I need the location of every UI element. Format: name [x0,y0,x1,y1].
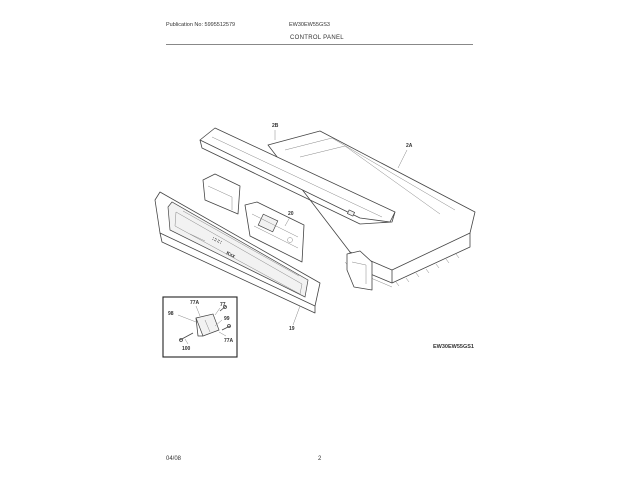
callout-77a-top: 77A [190,300,200,306]
callout-100: 100 [182,346,191,352]
callout-77a-bottom: 77A [224,338,234,344]
callout-20: 20 [288,211,294,217]
svg-text:Kxx: Kxx [225,250,237,260]
callout-2b: 2B [272,123,279,129]
page-number: 2 [318,456,322,462]
hardware-detail-inset [163,297,237,357]
callout-77: 77 [220,302,226,308]
callout-99: 99 [224,316,230,322]
callout-19: 19 [289,326,295,332]
publication-number: Publication No: 5995512579 [166,22,236,28]
callout-98: 98 [168,311,174,317]
section-title: CONTROL PANEL [290,35,344,41]
model-number: EW30EW55GS3 [289,22,330,28]
footer-date: 04/08 [166,456,182,462]
svg-text:∷∷∷: ∷∷∷ [211,236,223,246]
diagram-code: EW30EW55GS1 [433,344,474,350]
callout-2a: 2A [406,143,413,149]
left-end-bracket [203,174,240,214]
